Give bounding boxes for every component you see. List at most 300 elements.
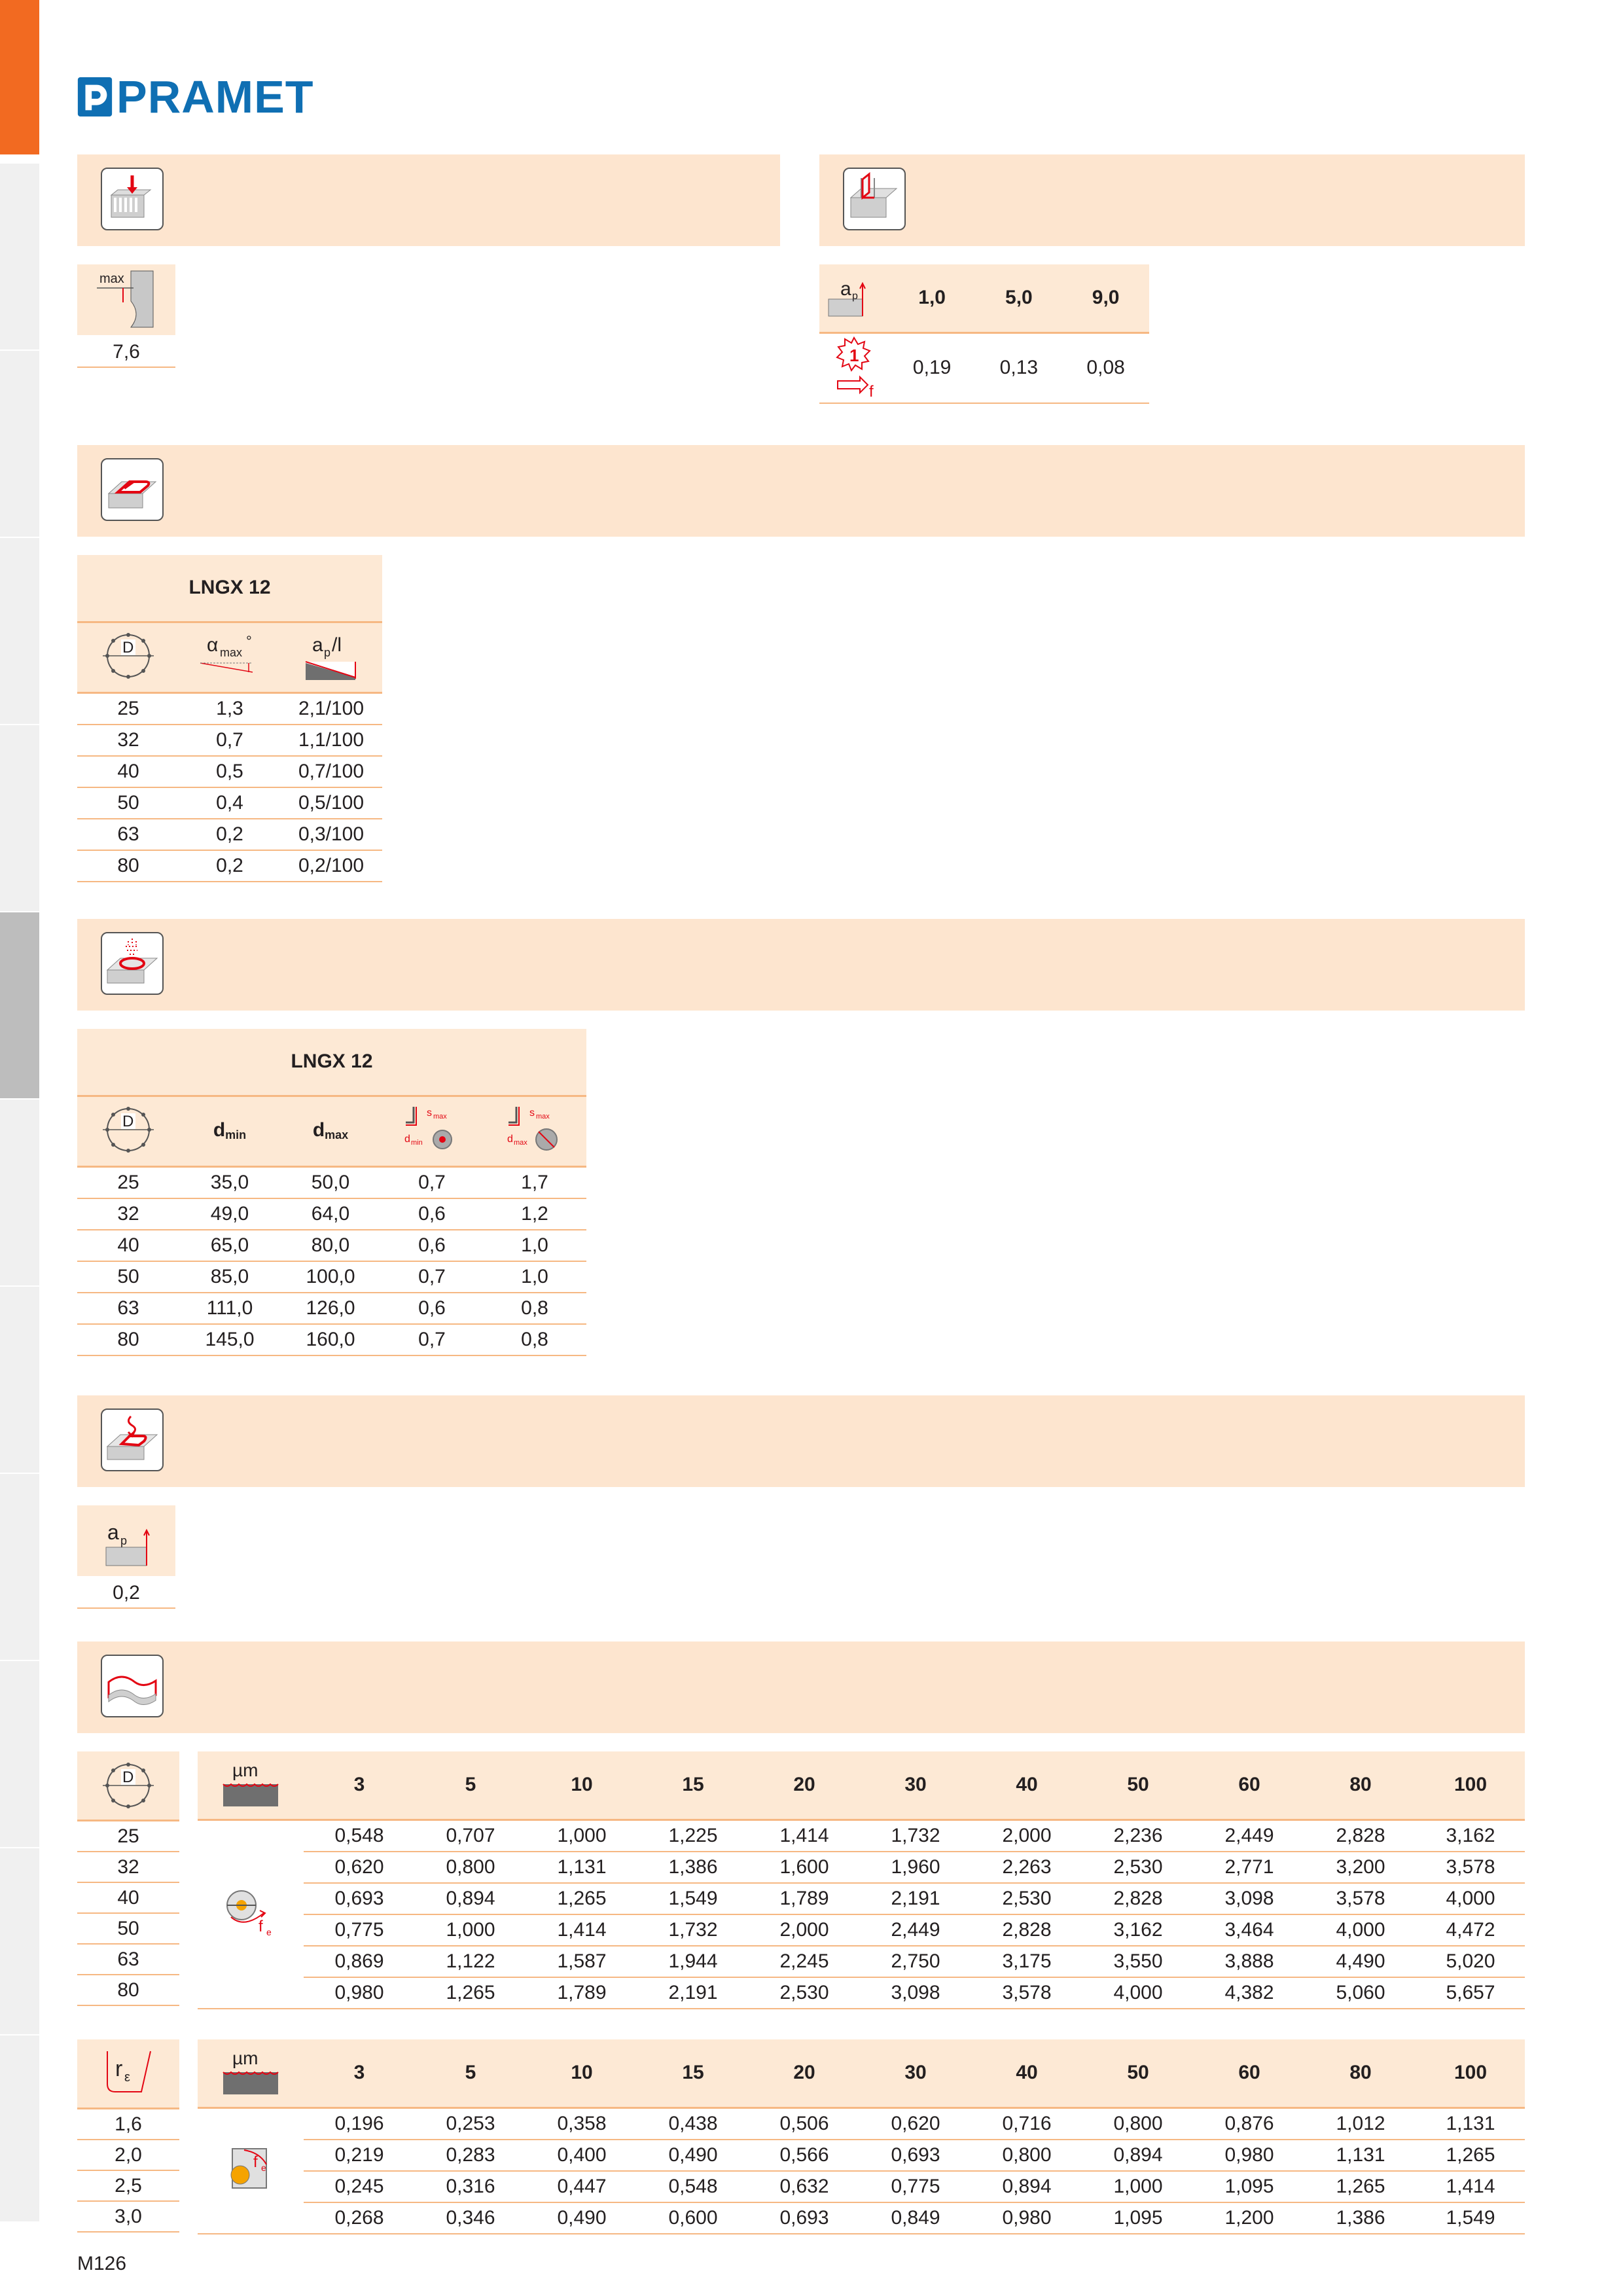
table-cell: 0,6 bbox=[381, 1198, 483, 1230]
table-cell: 1,122 bbox=[415, 1946, 526, 1977]
table-cell: 0,548 bbox=[637, 2171, 749, 2202]
svg-text:max: max bbox=[220, 645, 243, 659]
table-cell: 80 bbox=[77, 850, 179, 882]
table-cell: 1,7 bbox=[483, 1166, 586, 1198]
table-cell: 2,191 bbox=[860, 1883, 971, 1914]
side-tab bbox=[0, 1100, 39, 1285]
table-cell: 80 bbox=[77, 1324, 179, 1355]
table-cell: 2,771 bbox=[1194, 1852, 1305, 1883]
table-cell: 1,000 bbox=[415, 1914, 526, 1946]
table-cell: 1,265 bbox=[1305, 2171, 1416, 2202]
table-cell: 0,7 bbox=[179, 725, 280, 756]
diameter-header bbox=[77, 1096, 179, 1166]
table-cell: 0,316 bbox=[415, 2171, 526, 2202]
svg-text:e: e bbox=[266, 1926, 272, 1937]
ramping-table bbox=[77, 555, 382, 882]
table-cell: 0,775 bbox=[304, 1914, 415, 1946]
surface-radius-column bbox=[77, 2109, 179, 2233]
table-cell: 2,828 bbox=[971, 1914, 1082, 1946]
plunge-symbol-cell bbox=[77, 264, 175, 335]
table-cell: 0,8 bbox=[483, 1293, 586, 1324]
table-cell: 160,0 bbox=[280, 1324, 381, 1355]
table-cell: 0,7 bbox=[381, 1166, 483, 1198]
side-tab bbox=[0, 1848, 39, 2034]
roughness-value: 80 bbox=[1305, 1751, 1416, 1820]
table-cell: 64,0 bbox=[280, 1198, 381, 1230]
table-cell: 0,8 bbox=[483, 1324, 586, 1355]
section-band-copy-milling bbox=[77, 1395, 1525, 1487]
table-cell: 0,283 bbox=[415, 2140, 526, 2171]
section-band-slot bbox=[819, 154, 1525, 246]
side-tab bbox=[0, 538, 39, 724]
section-band-plunge bbox=[77, 154, 780, 246]
table-cell: 1,131 bbox=[526, 1852, 637, 1883]
table-cell: 4,000 bbox=[1416, 1883, 1525, 1914]
svg-text:s: s bbox=[427, 1107, 432, 1119]
table-cell: 25 bbox=[77, 692, 179, 725]
table-cell: 1,000 bbox=[526, 1820, 637, 1852]
table-cell: 32 bbox=[77, 725, 179, 756]
table-cell: 0,7 bbox=[381, 1261, 483, 1293]
helical-table bbox=[77, 1029, 586, 1356]
roughness-value: 40 bbox=[971, 2039, 1082, 2108]
table-cell: 50 bbox=[77, 787, 179, 819]
table-cell: 0,3/100 bbox=[280, 819, 382, 850]
table-cell: 3,175 bbox=[971, 1946, 1082, 1977]
table-cell: 0,7/100 bbox=[280, 756, 382, 787]
side-tab bbox=[0, 2036, 39, 2221]
svg-text:a: a bbox=[840, 278, 851, 300]
svg-text:f: f bbox=[259, 1917, 263, 1935]
pramet-logo bbox=[77, 73, 314, 120]
table-cell: 1,0 bbox=[483, 1261, 586, 1293]
surface-diameter-header bbox=[77, 1751, 179, 1821]
table-cell: 1,265 bbox=[526, 1883, 637, 1914]
diameter-value: 63 bbox=[77, 1945, 179, 1975]
diameter-value: 25 bbox=[77, 1821, 179, 1852]
ap-value: 1,0 bbox=[889, 264, 976, 332]
roughness-value: 60 bbox=[1194, 2039, 1305, 2108]
roughness-value: 40 bbox=[971, 1751, 1082, 1820]
feed-icon-cell bbox=[198, 1820, 304, 2009]
depth-of-cut-icon bbox=[825, 270, 883, 323]
ramping-insert-name: LNGX 12 bbox=[77, 555, 382, 622]
roughness-value: 30 bbox=[860, 1751, 971, 1820]
roughness-value: 10 bbox=[526, 1751, 637, 1820]
roughness-value: 5 bbox=[415, 1751, 526, 1820]
roughness-value: 15 bbox=[637, 2039, 749, 2108]
table-cell: 3,162 bbox=[1082, 1914, 1194, 1946]
depth-of-cut-icon bbox=[77, 1505, 175, 1576]
section-band-surface-finish bbox=[77, 1641, 1525, 1733]
ap-value: 9,0 bbox=[1062, 264, 1149, 332]
dmax-sub: max bbox=[325, 1128, 349, 1142]
ap-symbol-cell bbox=[819, 264, 889, 332]
section-band-helical bbox=[77, 919, 1525, 1011]
cutter-feed-icon bbox=[218, 1879, 283, 1945]
table-cell: 0,849 bbox=[860, 2202, 971, 2234]
roughness-value: 50 bbox=[1082, 1751, 1194, 1820]
smax-dmin-header bbox=[381, 1096, 483, 1166]
svg-text:µm: µm bbox=[232, 1759, 259, 1780]
feed-value: 0,19 bbox=[889, 332, 976, 403]
svg-text:D: D bbox=[122, 1112, 134, 1130]
svg-text:max: max bbox=[514, 1138, 527, 1147]
table-cell: 0,693 bbox=[860, 2140, 971, 2171]
roughness-value: 20 bbox=[749, 1751, 860, 1820]
table-cell: 126,0 bbox=[280, 1293, 381, 1324]
roughness-value: 3 bbox=[304, 1751, 415, 1820]
table-cell: 0,800 bbox=[971, 2140, 1082, 2171]
table-cell: 1,414 bbox=[749, 1820, 860, 1852]
table-cell: 0,5 bbox=[179, 756, 280, 787]
table-cell: 145,0 bbox=[179, 1324, 280, 1355]
roughness-value: 50 bbox=[1082, 2039, 1194, 2108]
table-cell: 2,263 bbox=[971, 1852, 1082, 1883]
side-tab bbox=[0, 164, 39, 350]
table-cell: 1,012 bbox=[1305, 2108, 1416, 2140]
table-cell: 2,449 bbox=[1194, 1820, 1305, 1852]
table-cell: 65,0 bbox=[179, 1230, 280, 1261]
table-cell: 0,600 bbox=[637, 2202, 749, 2234]
copy-ap-value: 0,2 bbox=[77, 1579, 175, 1609]
section-band-ramping bbox=[77, 445, 1525, 537]
table-cell: 2,236 bbox=[1082, 1820, 1194, 1852]
dmin-header bbox=[179, 1096, 280, 1166]
table-cell: 1,944 bbox=[637, 1946, 749, 1977]
table-cell: 0,490 bbox=[637, 2140, 749, 2171]
helical-insert-name: LNGX 12 bbox=[77, 1029, 586, 1096]
roughness-value: 5 bbox=[415, 2039, 526, 2108]
roughness-value: 10 bbox=[526, 2039, 637, 2108]
table-cell: 1,265 bbox=[415, 1977, 526, 2009]
max-step-at-dmin-icon bbox=[399, 1100, 465, 1159]
roughness-header bbox=[198, 2039, 304, 2108]
diameter-value: 40 bbox=[77, 1883, 179, 1914]
side-tab bbox=[0, 1287, 39, 1473]
table-cell: 4,472 bbox=[1416, 1914, 1525, 1946]
svg-text:D: D bbox=[122, 1768, 134, 1786]
side-tab-current bbox=[0, 912, 39, 1098]
plunge-depth-icon bbox=[77, 264, 175, 335]
table-cell: 1,789 bbox=[526, 1977, 637, 2009]
table-cell: 3,098 bbox=[860, 1977, 971, 2009]
roughness-value: 15 bbox=[637, 1751, 749, 1820]
roughness-value: 60 bbox=[1194, 1751, 1305, 1820]
table-cell: 1,1/100 bbox=[280, 725, 382, 756]
feed-symbol-cell bbox=[819, 332, 889, 403]
table-cell: 0,566 bbox=[749, 2140, 860, 2171]
table-cell: 100,0 bbox=[280, 1261, 381, 1293]
svg-text:p: p bbox=[120, 1534, 128, 1547]
table-cell: 0,253 bbox=[415, 2108, 526, 2140]
table-cell: 1,200 bbox=[1194, 2202, 1305, 2234]
svg-text:f: f bbox=[868, 382, 874, 398]
corner-radius-icon bbox=[77, 2039, 179, 2108]
table-cell: 49,0 bbox=[179, 1198, 280, 1230]
dmin-label: d bbox=[213, 1119, 226, 1141]
svg-text:ε: ε bbox=[124, 2070, 130, 2085]
ramping-icon bbox=[101, 458, 164, 521]
feed-per-tooth-icon bbox=[825, 335, 883, 398]
table-cell: 1,131 bbox=[1305, 2140, 1416, 2171]
table-cell: 3,578 bbox=[1305, 1883, 1416, 1914]
plunge-milling-icon bbox=[101, 168, 164, 230]
table-cell: 2,000 bbox=[749, 1914, 860, 1946]
roughness-value: 100 bbox=[1416, 2039, 1525, 2108]
table-cell: 0,438 bbox=[637, 2108, 749, 2140]
table-cell: 1,386 bbox=[637, 1852, 749, 1883]
table-cell: 3,888 bbox=[1194, 1946, 1305, 1977]
table-cell: 0,2 bbox=[179, 819, 280, 850]
table-cell: 0,693 bbox=[304, 1883, 415, 1914]
dmin-sub: min bbox=[225, 1128, 247, 1142]
cutter-diameter-icon bbox=[99, 1100, 158, 1159]
table-cell: 0,876 bbox=[1194, 2108, 1305, 2140]
table-cell: 2,828 bbox=[1305, 1820, 1416, 1852]
diameter-header bbox=[77, 622, 179, 692]
svg-text:f: f bbox=[253, 2153, 258, 2171]
table-cell: 0,775 bbox=[860, 2171, 971, 2202]
surface-diameter-column bbox=[77, 1821, 179, 2006]
table-cell: 1,414 bbox=[1416, 2171, 1525, 2202]
table-cell: 0,800 bbox=[415, 1852, 526, 1883]
svg-text:°: ° bbox=[246, 632, 252, 649]
slot-milling-icon bbox=[843, 168, 906, 230]
table-cell: 1,732 bbox=[860, 1820, 971, 1852]
roughness-value: 3 bbox=[304, 2039, 415, 2108]
table-cell: 0,346 bbox=[415, 2202, 526, 2234]
table-cell: 0,268 bbox=[304, 2202, 415, 2234]
roughness-value: 80 bbox=[1305, 2039, 1416, 2108]
svg-text:r: r bbox=[115, 2056, 123, 2081]
table-cell: 0,707 bbox=[415, 1820, 526, 1852]
radius-value: 1,6 bbox=[77, 2109, 179, 2140]
table-cell: 1,3 bbox=[179, 692, 280, 725]
table-cell: 85,0 bbox=[179, 1261, 280, 1293]
feed-icon-cell bbox=[198, 2108, 304, 2234]
dmax-header bbox=[280, 1096, 381, 1166]
max-step-at-dmax-icon bbox=[502, 1100, 567, 1159]
table-cell: 0,716 bbox=[971, 2108, 1082, 2140]
table-cell: 5,020 bbox=[1416, 1946, 1525, 1977]
ramp-slope-icon bbox=[295, 626, 367, 685]
table-cell: 4,000 bbox=[1082, 1977, 1194, 2009]
svg-text:p: p bbox=[324, 645, 331, 659]
table-cell: 0,245 bbox=[304, 2171, 415, 2202]
ramp-angle-icon bbox=[194, 626, 266, 685]
table-cell: 1,549 bbox=[637, 1883, 749, 1914]
table-cell: 32 bbox=[77, 1198, 179, 1230]
table-cell: 0,894 bbox=[971, 2171, 1082, 2202]
side-tab-active bbox=[0, 0, 39, 154]
roughness-value: 100 bbox=[1416, 1751, 1525, 1820]
table-cell: 3,200 bbox=[1305, 1852, 1416, 1883]
page-number: M126 bbox=[77, 2253, 127, 2274]
table-cell: 0,196 bbox=[304, 2108, 415, 2140]
table-cell: 0,980 bbox=[1194, 2140, 1305, 2171]
table-cell: 2,245 bbox=[749, 1946, 860, 1977]
alpha-max-header bbox=[179, 622, 280, 692]
table-cell: 0,506 bbox=[749, 2108, 860, 2140]
table-cell: 3,550 bbox=[1082, 1946, 1194, 1977]
table-cell: 4,490 bbox=[1305, 1946, 1416, 1977]
ap-per-l-header bbox=[280, 622, 382, 692]
table-cell: 25 bbox=[77, 1166, 179, 1198]
table-cell: 40 bbox=[77, 1230, 179, 1261]
table-cell: 111,0 bbox=[179, 1293, 280, 1324]
table-cell: 1,789 bbox=[749, 1883, 860, 1914]
table-cell: 3,162 bbox=[1416, 1820, 1525, 1852]
table-cell: 3,578 bbox=[971, 1977, 1082, 2009]
svg-text:e: e bbox=[261, 2162, 266, 2173]
brand-name: PRAMET bbox=[116, 71, 314, 122]
table-cell: 0,894 bbox=[415, 1883, 526, 1914]
svg-text:d: d bbox=[507, 1133, 513, 1145]
table-cell: 0,219 bbox=[304, 2140, 415, 2171]
table-cell: 2,530 bbox=[1082, 1852, 1194, 1883]
table-cell: 0,400 bbox=[526, 2140, 637, 2171]
table-cell: 2,191 bbox=[637, 1977, 749, 2009]
table-cell: 0,800 bbox=[1082, 2108, 1194, 2140]
table-cell: 1,095 bbox=[1194, 2171, 1305, 2202]
svg-text:D: D bbox=[122, 638, 134, 656]
table-cell: 2,750 bbox=[860, 1946, 971, 1977]
svg-text:1: 1 bbox=[849, 345, 859, 365]
surface-roughness-icon bbox=[101, 1655, 164, 1717]
table-cell: 1,131 bbox=[1416, 2108, 1525, 2140]
table-cell: 80,0 bbox=[280, 1230, 381, 1261]
surface-radius-header bbox=[77, 2039, 179, 2109]
radius-value: 2,0 bbox=[77, 2140, 179, 2171]
table-cell: 5,657 bbox=[1416, 1977, 1525, 2009]
side-tab bbox=[0, 351, 39, 537]
table-cell: 3,098 bbox=[1194, 1883, 1305, 1914]
roughness-icon bbox=[218, 1754, 283, 1813]
table-cell: 2,828 bbox=[1082, 1883, 1194, 1914]
radius-value: 2,5 bbox=[77, 2171, 179, 2202]
plunge-max-label: max bbox=[99, 272, 124, 286]
diameter-value: 32 bbox=[77, 1852, 179, 1883]
roughness-header bbox=[198, 1751, 304, 1820]
svg-text:a: a bbox=[312, 634, 323, 656]
ap-value: 5,0 bbox=[976, 264, 1063, 332]
table-cell: 0,490 bbox=[526, 2202, 637, 2234]
table-cell: 1,095 bbox=[1082, 2202, 1194, 2234]
table-cell: 40 bbox=[77, 756, 179, 787]
helical-interpolation-icon bbox=[101, 932, 164, 995]
side-tab bbox=[0, 1661, 39, 1847]
table-cell: 0,869 bbox=[304, 1946, 415, 1977]
table-cell: 0,447 bbox=[526, 2171, 637, 2202]
table-cell: 0,7 bbox=[381, 1324, 483, 1355]
table-cell: 5,060 bbox=[1305, 1977, 1416, 2009]
diameter-value: 80 bbox=[77, 1975, 179, 2006]
table-cell: 0,980 bbox=[971, 2202, 1082, 2234]
dmax-label: d bbox=[312, 1119, 325, 1141]
roughness-value: 30 bbox=[860, 2039, 971, 2108]
table-cell: 35,0 bbox=[179, 1166, 280, 1198]
cutter-diameter-icon bbox=[77, 1751, 179, 1820]
svg-text:max: max bbox=[433, 1112, 447, 1121]
table-cell: 1,265 bbox=[1416, 2140, 1525, 2171]
surface-finish-diameter-table bbox=[198, 1751, 1525, 2009]
roughness-value: 20 bbox=[749, 2039, 860, 2108]
table-cell: 63 bbox=[77, 1293, 179, 1324]
svg-text:max: max bbox=[536, 1112, 550, 1121]
table-cell: 0,620 bbox=[860, 2108, 971, 2140]
table-cell: 1,549 bbox=[1416, 2202, 1525, 2234]
table-cell: 0,2 bbox=[179, 850, 280, 882]
feed-value: 0,08 bbox=[1062, 332, 1149, 403]
insert-feed-icon bbox=[218, 2136, 283, 2201]
table-cell: 0,6 bbox=[381, 1230, 483, 1261]
svg-text:min: min bbox=[411, 1138, 423, 1147]
table-cell: 50,0 bbox=[280, 1166, 381, 1198]
table-cell: 2,530 bbox=[971, 1883, 1082, 1914]
svg-text:/l: /l bbox=[332, 634, 342, 656]
table-cell: 1,414 bbox=[526, 1914, 637, 1946]
table-cell: 0,980 bbox=[304, 1977, 415, 2009]
table-cell: 1,960 bbox=[860, 1852, 971, 1883]
table-cell: 1,000 bbox=[1082, 2171, 1194, 2202]
table-cell: 3,578 bbox=[1416, 1852, 1525, 1883]
table-cell: 0,5/100 bbox=[280, 787, 382, 819]
table-cell: 0,4 bbox=[179, 787, 280, 819]
diameter-value: 50 bbox=[77, 1914, 179, 1945]
side-tab bbox=[0, 725, 39, 911]
table-cell: 0,620 bbox=[304, 1852, 415, 1883]
table-cell: 2,449 bbox=[860, 1914, 971, 1946]
table-cell: 0,6 bbox=[381, 1293, 483, 1324]
table-cell: 1,600 bbox=[749, 1852, 860, 1883]
radius-value: 3,0 bbox=[77, 2202, 179, 2233]
table-cell: 2,530 bbox=[749, 1977, 860, 2009]
table-cell: 0,2/100 bbox=[280, 850, 382, 882]
svg-text:p: p bbox=[851, 290, 858, 302]
table-cell: 50 bbox=[77, 1261, 179, 1293]
table-cell: 0,894 bbox=[1082, 2140, 1194, 2171]
table-cell: 0,693 bbox=[749, 2202, 860, 2234]
table-cell: 1,2 bbox=[483, 1198, 586, 1230]
table-cell: 2,1/100 bbox=[280, 692, 382, 725]
side-tab bbox=[0, 1474, 39, 1660]
table-cell: 4,382 bbox=[1194, 1977, 1305, 2009]
table-cell: 1,386 bbox=[1305, 2202, 1416, 2234]
table-cell: 2,000 bbox=[971, 1820, 1082, 1852]
table-cell: 1,587 bbox=[526, 1946, 637, 1977]
roughness-icon bbox=[218, 2042, 283, 2101]
pramet-logo-mark-icon bbox=[77, 77, 113, 117]
table-cell: 1,732 bbox=[637, 1914, 749, 1946]
table-cell: 0,632 bbox=[749, 2171, 860, 2202]
copy-ap-symbol-cell bbox=[77, 1505, 175, 1576]
svg-text:α: α bbox=[207, 634, 219, 656]
table-cell: 1,225 bbox=[637, 1820, 749, 1852]
table-cell: 3,464 bbox=[1194, 1914, 1305, 1946]
smax-dmax-header bbox=[483, 1096, 586, 1166]
cutter-diameter-icon bbox=[99, 626, 158, 685]
svg-text:a: a bbox=[107, 1520, 119, 1544]
svg-text:d: d bbox=[404, 1133, 410, 1145]
copy-milling-icon bbox=[101, 1408, 164, 1471]
table-cell: 0,358 bbox=[526, 2108, 637, 2140]
surface-finish-radius-table bbox=[198, 2039, 1525, 2234]
plunge-max-value: 7,6 bbox=[77, 338, 175, 368]
svg-text:µm: µm bbox=[232, 2047, 259, 2068]
table-cell: 63 bbox=[77, 819, 179, 850]
slot-feed-table bbox=[819, 264, 1149, 404]
